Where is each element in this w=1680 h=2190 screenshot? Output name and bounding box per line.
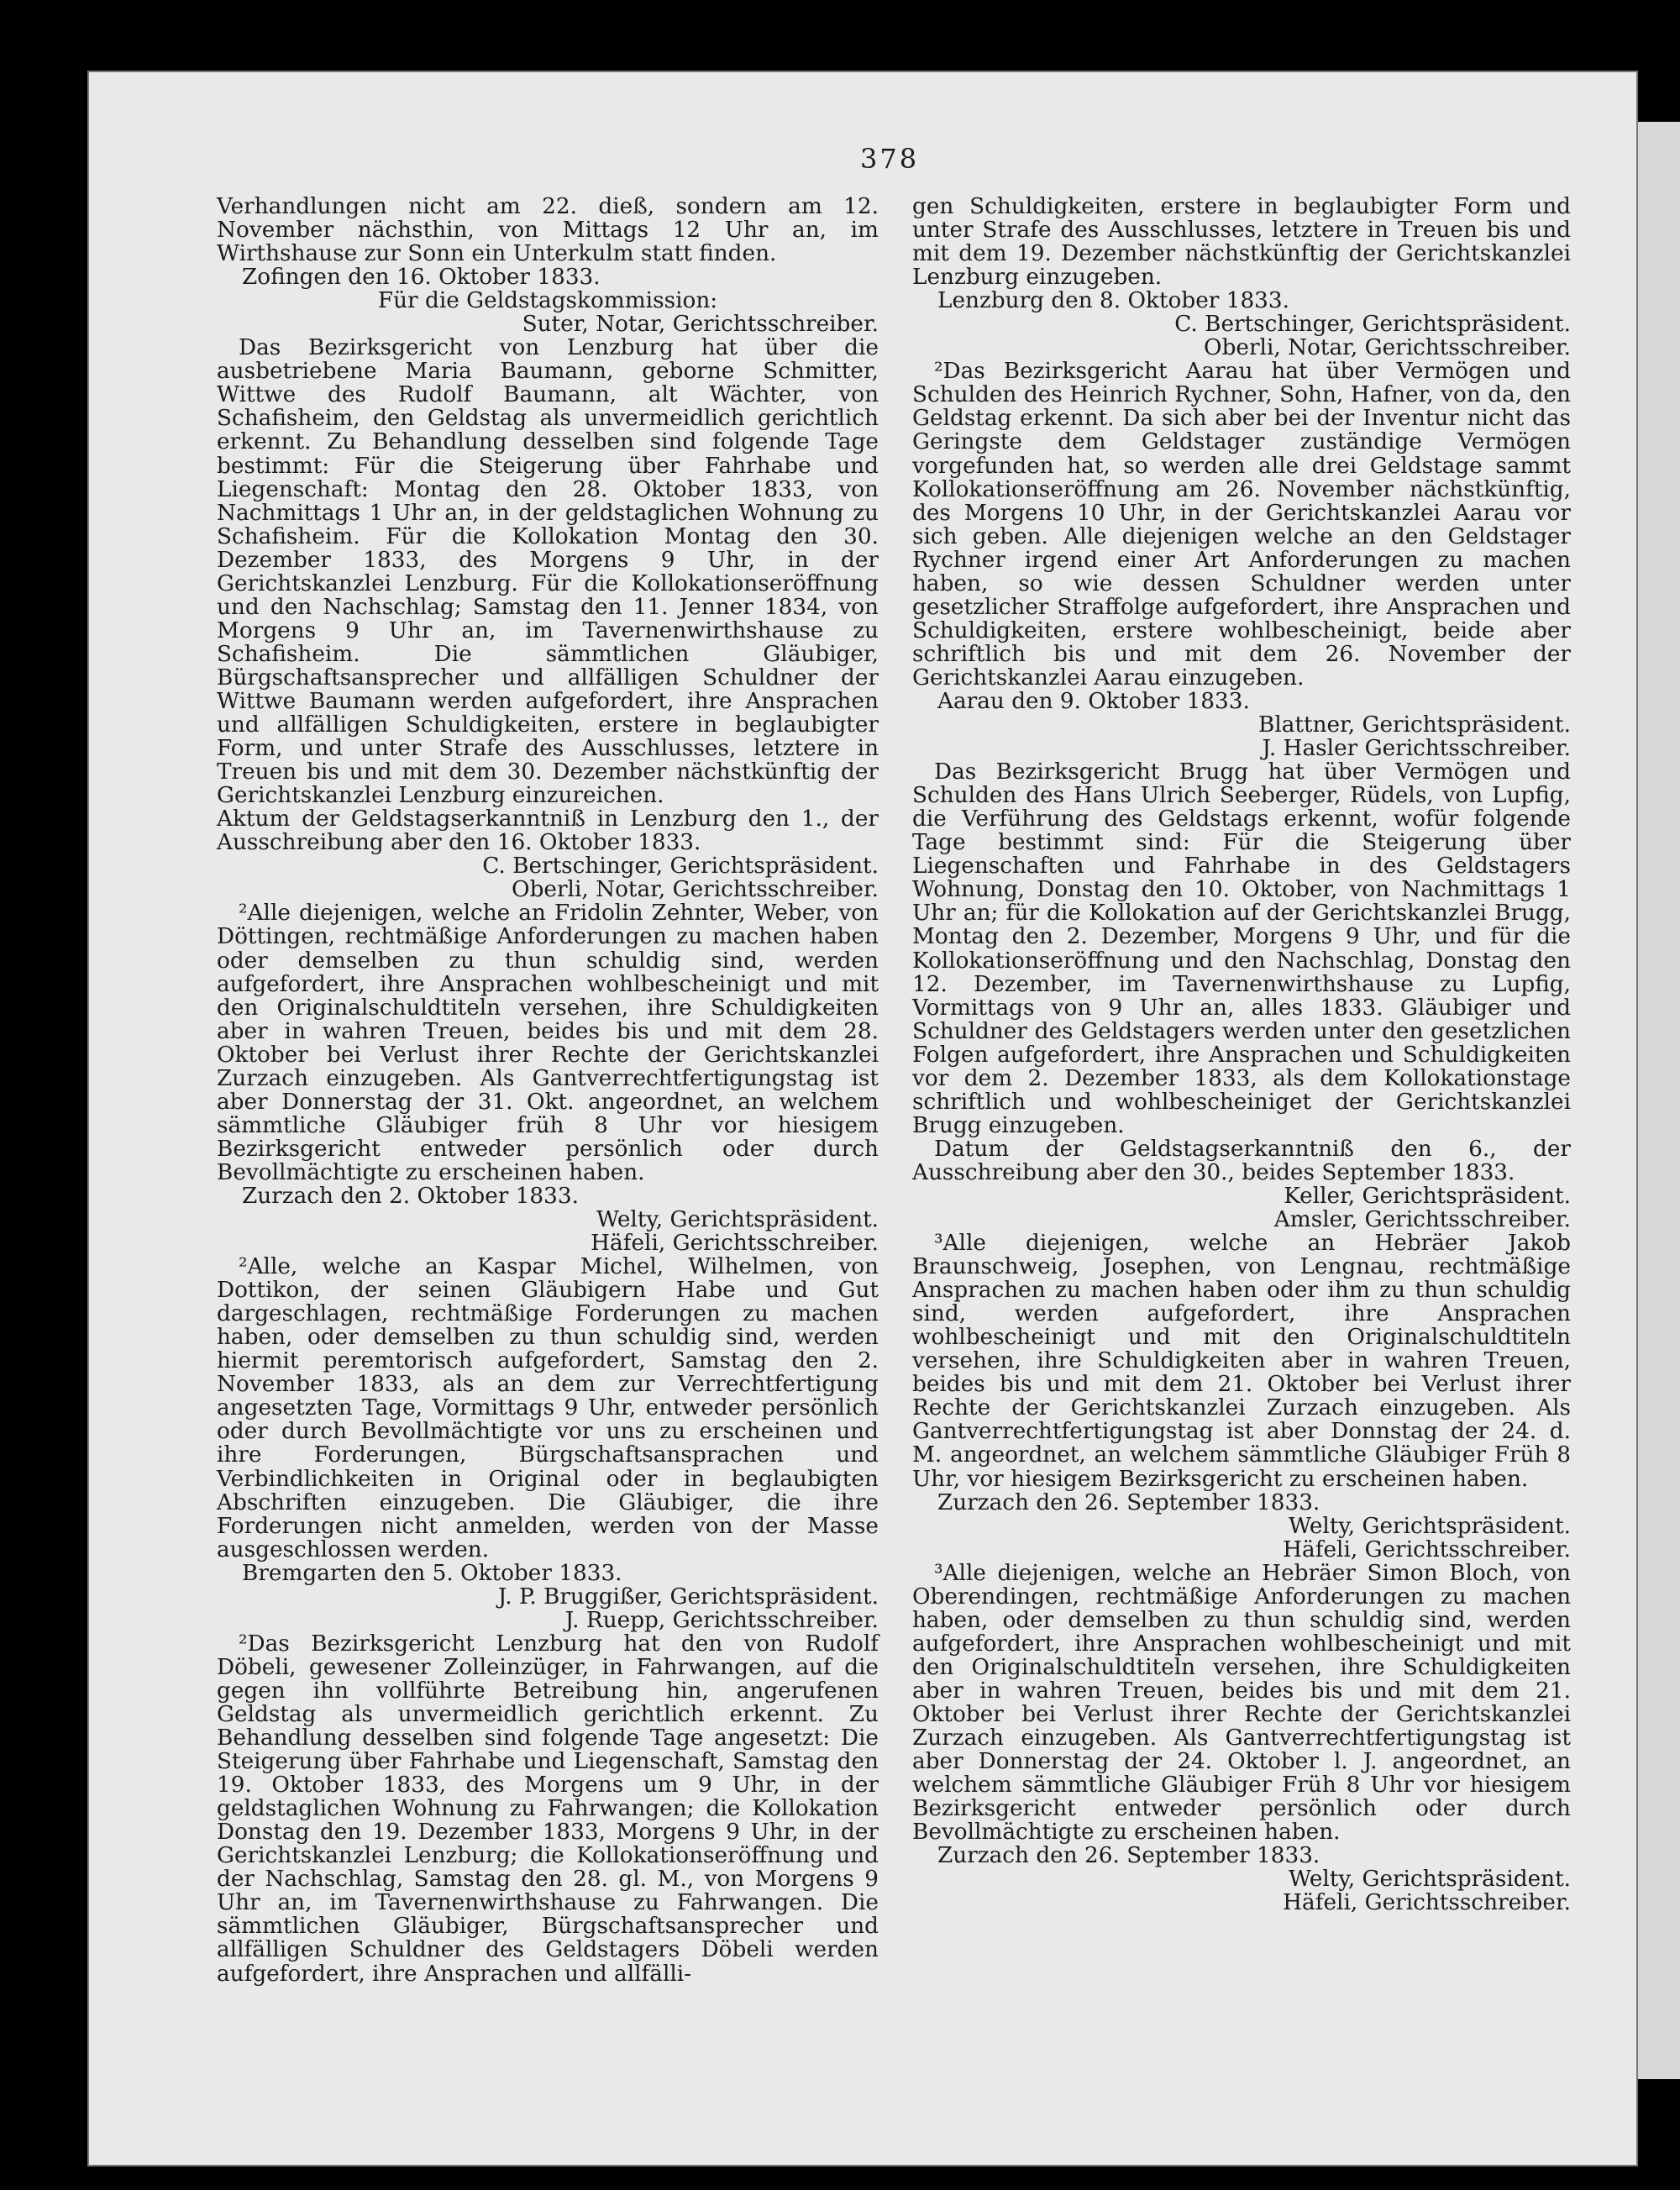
signature-heading: Für die Geldstagskommission: — [377, 288, 718, 314]
signature: C. Bertschinger, Gerichtspräsident. — [482, 853, 879, 880]
dateline: Aarau den 9. Oktober 1833. — [937, 688, 1250, 714]
page-number: 378 — [860, 143, 920, 175]
signature: Welty, Gerichtspräsident. — [1288, 1513, 1571, 1539]
signature: Oberli, Notar, Gerichtsschreiber. — [512, 877, 879, 903]
notice-paragraph: ²Alle, welche an Kaspar Michel, Wilhelmen, von Dottikon, der seinen Gläubigern Habe und Gut dargeschlagen, rechtmäßige Forderungen zu machen haben, oder demselben zu thun schuldig sind, werden hiermit peremtorisch aufgefordert, Samstag den 2. November 1833, als an dem zur Verrechtfertigung angesetzten Tage, Vormittags 9 Uhr, entweder persönlich oder durch Bevollmächtigte vor uns zu erscheinen und ihre Forderungen, Bürgschaftsansprachen und Verbindlichkeiten in Original oder in beglaubigten Abschriften einzugeben. Die Gläubiger, die ihre Forderungen nicht anmelden, werden von der Masse ausgeschlossen werden. — [217, 1254, 879, 1562]
signature: Oberli, Notar, Gerichtsschreiber. — [1204, 335, 1571, 361]
notice-paragraph: Datum der Geldstagserkanntniß den 6., der Ausschreibung aber den 30., beides September 1833. — [912, 1136, 1571, 1185]
signature: Amsler, Gerichtsschreiber. — [1273, 1207, 1571, 1233]
signature: J. Hasler Gerichtsschreiber. — [1262, 736, 1571, 762]
left-column — [217, 195, 879, 1986]
signature: Häfeli, Gerichtsschreiber. — [591, 1231, 879, 1257]
signature: Suter, Notar, Gerichtsschreiber. — [522, 312, 879, 338]
signature: Keller, Gerichtspräsident. — [1284, 1183, 1571, 1209]
notice-paragraph: Das Bezirksgericht Brugg hat über Vermögen und Schulden des Hans Ulrich Seeberger, Rüdels, von Lupfig, die Verführung des Geldstags erkennt, wofür folgende Tage bestimmt sind: Für die Steigerung über Liegenschaften und Fahrhabe in des Geldstagers Wohnung, Donstag den 10. Oktober, von Nachmittags 1 Uhr an; für die Kollokation auf der Gerichtskanzlei Brugg, Montag den 2. Dezember, Morgens 9 Uhr, und für die Kollokationseröffnung und den Nachschlag, Donstag den 12. Dezember, im Tavernenwirthshause zu Lupfig, Vormittags von 9 Uhr an, alles 1833. Gläubiger und Schuldner des Geldstagers werden unter den gesetzlichen Folgen aufgefordert, ihre Ansprachen und Schuldigkeiten vor dem 2. Dezember 1833, als dem Kollokationstage schriftlich und wohlbescheiniget der Gerichtskanzlei Brugg einzugeben. — [912, 759, 1571, 1138]
notice-paragraph: ²Das Bezirksgericht Lenzburg hat den von Rudolf Döbeli, gewesener Zolleinzüger, in Fahrwangen, auf die gegen ihn vollführte Betreibung hin, angerufenen Geldstag als unvermeidlich gerichtlich erkennt. Zu Behandlung desselben sind folgende Tage angesetzt: Die Steigerung über Fahrhabe und Liegenschaft, Samstag den 19. Oktober 1833, des Morgens um 9 Uhr, in der geldstaglichen Wohnung zu Fahrwangen; die Kollokation Donstag den 19. Dezember 1833, Morgens 9 Uhr, in der Gerichtskanzlei Lenzburg; die Kollokationseröffnung und der Nachschlag, Samstag den 28. gl. M., von Morgens 9 Uhr an, im Tavernenwirthshause zu Fahrwangen. Die sämmtlichen Gläubiger, Bürgschaftsansprecher und allfälligen Schuldner des Geldstagers Döbeli werden aufgefordert, ihre Ansprachen und allfälli- — [217, 1631, 879, 1987]
signature: C. Bertschinger, Gerichtspräsident. — [1174, 312, 1571, 338]
signature: Welty, Gerichtspräsident. — [596, 1207, 879, 1233]
notice-paragraph: ³Alle diejenigen, welche an Hebräer Jakob Braunschweig, Josephen, von Lengnau, rechtmäßige Ansprachen zu machen haben oder ihm zu thun schuldig sind, werden aufgefordert, ihre Ansprachen wohlbescheinigt und mit den Originalschuldtiteln versehen, ihre Schuldigkeiten aber in wahren Treuen, beides bis und mit dem 21. Oktober bei Verlust ihrer Rechte der Gerichtskanzlei Zurzach einzugeben. Als Gantverrechtfertigungstag ist aber Donnstag der 24. d. M. angeordnet, an welchem sämmtliche Gläubiger Früh 8 Uhr, vor hiesigem Bezirksgericht zu erscheinen haben. — [912, 1231, 1571, 1492]
dateline: Bremgarten den 5. Oktober 1833. — [242, 1560, 622, 1586]
dateline: Zofingen den 16. Oktober 1833. — [242, 265, 601, 291]
dateline: Lenzburg den 8. Oktober 1833. — [937, 288, 1289, 314]
adjacent-page-edge — [1638, 122, 1680, 2079]
signature: Häfeli, Gerichtsschreiber. — [1283, 1536, 1571, 1562]
dateline: Zurzach den 26. September 1833. — [937, 1489, 1320, 1515]
signature: Blattner, Gerichtspräsident. — [1258, 712, 1571, 738]
dateline: Zurzach den 2. Oktober 1833. — [242, 1183, 579, 1209]
signature: Häfeli, Gerichtsschreiber. — [1283, 1890, 1571, 1916]
notice-paragraph: ²Alle diejenigen, welche an Fridolin Zehnter, Weber, von Döttingen, rechtmäßige Anforderungen zu machen haben oder demselben zu thun schuldig sind, werden aufgefordert, ihre Ansprachen wohlbescheinigt und mit den Originalschuldtiteln versehen, ihre Schuldigkeiten aber in wahren Treuen, beides bis und mit dem 28. Oktober bei Verlust ihrer Rechte der Gerichtskanzlei Zurzach einzugeben. Als Gantverrechtfertigungstag ist aber Donnerstag der 31. Okt. angeordnet, an welchem sämmtliche Gläubiger früh 8 Uhr vor hiesigem Bezirksgericht entweder persönlich oder durch Bevollmächtigte zu erscheinen haben. — [217, 901, 879, 1185]
paragraph: gen Schuldigkeiten, erstere in beglaubigter Form und unter Strafe des Ausschlusses, letztere in Treuen bis und mit dem 19. Dezember nächstkünftig der Gerichtskanzlei Lenzburg einzugeben. — [912, 194, 1571, 291]
signature: J. Ruepp, Gerichtsschreiber. — [564, 1607, 879, 1633]
dateline: Zurzach den 26. September 1833. — [937, 1843, 1320, 1869]
paragraph: Aktum der Geldstagserkanntniß in Lenzburg den 1., der Ausschreibung aber den 16. Oktober 1833. — [217, 806, 879, 856]
right-column — [912, 195, 1571, 1914]
paragraph: Verhandlungen nicht am 22. dieß, sondern am 12. November nächsthin, von Mittags 12 Uhr an, im Wirthshause zur Sonn ein Unterkulm statt finden. — [217, 194, 879, 267]
signature: Welty, Gerichtspräsident. — [1288, 1867, 1571, 1893]
notice-paragraph: Das Bezirksgericht von Lenzburg hat über die ausbetriebene Maria Baumann, geborne Schmitter, Wittwe des Rudolf Baumann, alt Wächter, von Schafisheim, den Geldstag als unvermeidlich gerichtlich erkennt. Zu Behandlung desselben sind folgende Tage bestimmt: Für die Steigerung über Fahrhabe und Liegenschaft: Montag den 28. Oktober 1833, von Nachmittags 1 Uhr an, in der geldstaglichen Wohnung zu Schafisheim. Für die Kollokation Montag den 30. Dezember 1833, des Morgens 9 Uhr, in der Gerichtskanzlei Lenzburg. Für die Kollokationseröffnung und den Nachschlag; Samstag den 11. Jenner 1834, von Morgens 9 Uhr an, im Tavernenwirthshause zu Schafisheim. Die sämmtlichen Gläubiger, Bürgschaftsansprecher und allfälligen Schuldner der Wittwe Baumann werden aufgefordert, ihre Ansprachen und allfälligen Schuldigkeiten, erstere in beglaubigter Form, und unter Strafe des Ausschlusses, letztere in Treuen bis und mit dem 30. Dezember nächstkünftig der Gerichtskanzlei Lenzburg einzureichen. — [217, 335, 879, 809]
notice-paragraph: ³Alle diejenigen, welche an Hebräer Simon Bloch, von Oberendingen, rechtmäßige Anforderungen zu machen haben, oder demselben zu thun schuldig sind, werden aufgefordert, ihre Ansprachen wohlbescheinigt und mit den Originalschuldtiteln versehen, ihre Schuldigkeiten aber in wahren Treuen, beides bis und mit dem 21. Oktober bei Verlust ihrer Rechte der Gerichtskanzlei Zurzach einzugeben. Als Gantverrechtfertigungstag ist aber Donnerstag der 24. Oktober l. J. angeordnet, an welchem sämmtliche Gläubiger Früh 8 Uhr vor hiesigem Bezirksgericht entweder persönlich oder durch Bevollmächtigte zu erscheinen haben. — [912, 1560, 1571, 1846]
signature: J. P. Bruggißer, Gerichtspräsident. — [497, 1583, 879, 1610]
notice-paragraph: ²Das Bezirksgericht Aarau hat über Vermögen und Schulden des Heinrich Rychner, Sohn, Hafner, von da, den Geldstag erkennt. Da sich aber bei der Inventur nicht das Geringste dem Geldstager zuständige Vermögen vorgefunden hat, so werden alle drei Geldstage sammt Kollokationseröffnung am 26. November nächstkünftig, des Morgens 10 Uhr, in der Gerichtskanzlei Aarau vor sich geben. Alle diejenigen welche an den Geldstager Rychner irgend einer Art Anforderungen zu machen haben, so wie dessen Schuldner werden unter gesetzlicher Straffolge aufgefordert, ihre Ansprachen und Schuldigkeiten, erstere wohlbescheinigt, beide aber schriftlich bis und mit dem 26. November der Gerichtskanzlei Aarau einzugeben. — [912, 359, 1571, 691]
